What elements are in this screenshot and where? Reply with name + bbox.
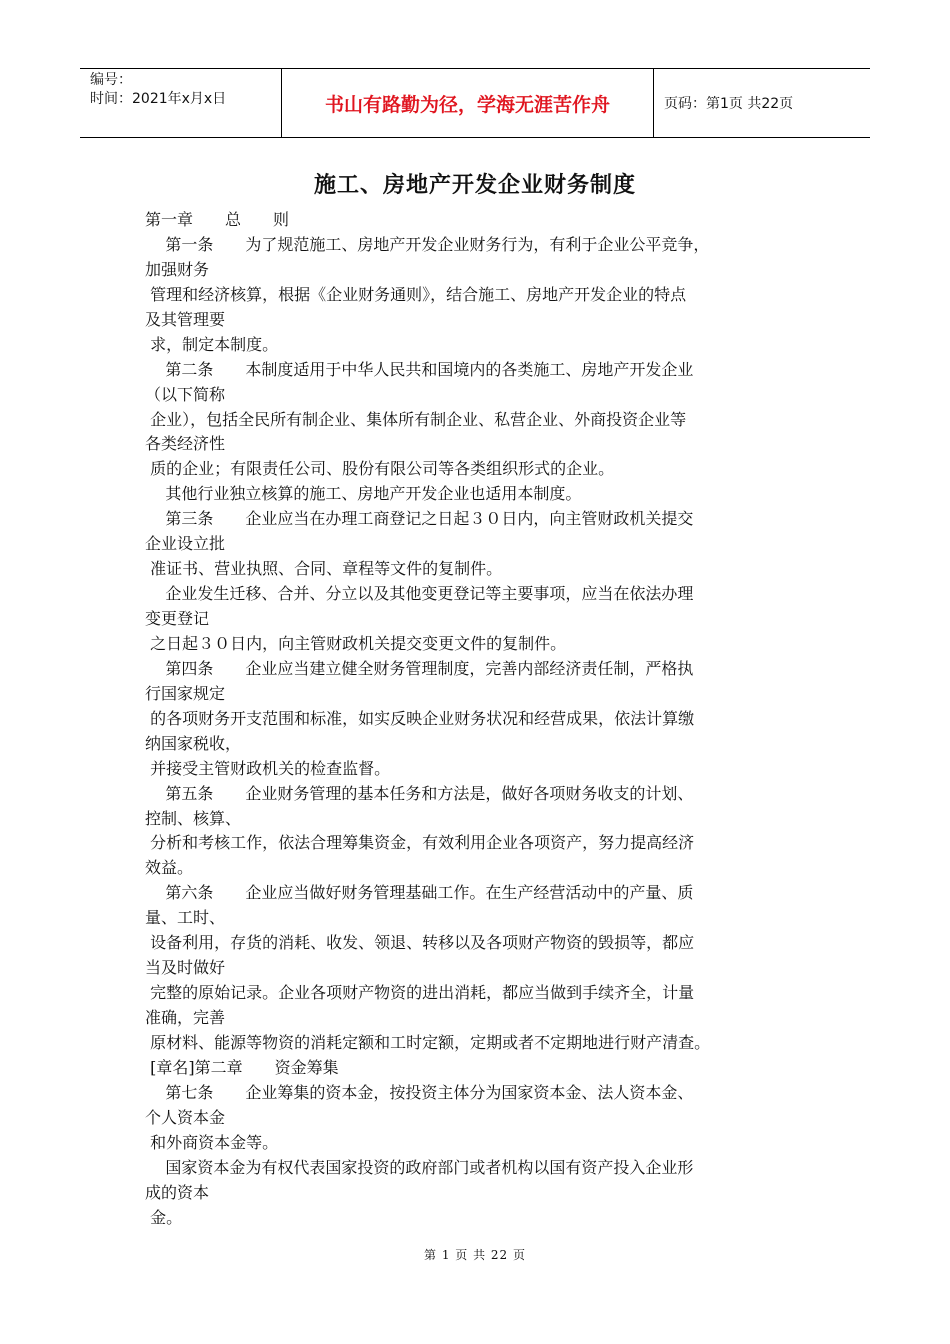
text-line: 第六条 企业应当做好财务管理基础工作。在生产经营活动中的产量、质 (145, 883, 694, 903)
text-line: 控制、核算、 (145, 808, 242, 828)
text-line: 其他行业独立核算的施工、房地产开发企业也适用本制度。 (145, 484, 582, 504)
text-line: 加强财务 (145, 259, 210, 279)
text-line: 企业设立批 (145, 534, 226, 554)
text-line: 个人资本金 (145, 1107, 226, 1127)
text-line: （以下简称 (145, 384, 226, 404)
text-line: 原材料、能源等物资的消耗定额和工时定额，定期或者不定期地进行财产清查。 (145, 1032, 711, 1052)
page-footer: 第 1 页 共 22 页 (424, 1248, 526, 1262)
text-line: 成的资本 (145, 1182, 210, 1202)
text-line: 第二条 本制度适用于中华人民共和国境内的各类施工、房地产开发企业 (145, 359, 694, 379)
text-line: [章名]第二章 资金筹集 (145, 1057, 339, 1077)
text-line: 求，制定本制度。 (145, 334, 279, 354)
text-line: 效益。 (145, 858, 194, 878)
text-line: 企业），包括全民所有制企业、集体所有制企业、私营企业、外商投资企业等 (145, 409, 687, 429)
text-line: 质的企业；有限责任公司、股份有限公司等各类组织形式的企业。 (145, 459, 615, 479)
text-line: 行国家规定 (145, 683, 226, 703)
header-page-info: 页码：第1页 共22页 (664, 96, 794, 112)
text-line: 第四条 企业应当建立健全财务管理制度，完善内部经济责任制，严格执 (145, 658, 694, 678)
text-line: 纳国家税收， (145, 733, 242, 753)
text-line: 管理和经济核算，根据《企业财务通则》，结合施工、房地产开发企业的特点 (145, 284, 687, 304)
text-line: 第一条 为了规范施工、房地产开发企业财务行为，有利于企业公平竞争， (145, 234, 710, 254)
time-label: 时间：2021年x月x日 (90, 91, 227, 107)
text-line: 量、工时、 (145, 908, 226, 928)
text-line: 设备利用，存货的消耗、收发、领退、转移以及各项财产物资的毁损等，都应 (145, 933, 695, 953)
text-line: 的各项财务开支范围和标准，如实反映企业财务状况和经营成果，依法计算缴 (145, 708, 695, 728)
text-line: 国家资本金为有权代表国家投资的政府部门或者机构以国有资产投入企业形 (145, 1157, 694, 1177)
text-line: 第三条 企业应当在办理工商登记之日起３０日内，向主管财政机关提交 (145, 509, 694, 529)
header-meta (80, 69, 282, 137)
text-line: 第五条 企业财务管理的基本任务和方法是，做好各项财务收支的计划、 (145, 783, 694, 803)
text-line: 之日起３０日内，向主管财政机关提交变更文件的复制件。 (145, 633, 567, 653)
text-line: 完整的原始记录。企业各项财产物资的进出消耗，都应当做到手续齐全，计量 (145, 983, 695, 1003)
text-line: 准确，完善 (145, 1008, 226, 1027)
text-line: 并接受主管财政机关的检查监督。 (145, 758, 391, 778)
header-motto: 书山有路勤为径，学海无涯苦作舟 (282, 69, 654, 137)
text-line: 第一章 总 则 (145, 210, 290, 229)
number-label: 编号： (90, 72, 132, 88)
text-line: 企业发生迁移、合并、分立以及其他变更登记等主要事项，应当在依法办理 (145, 584, 694, 604)
text-line: 分析和考核工作，依法合理筹集资金，有效利用企业各项资产，努力提高经济 (145, 833, 695, 853)
page-header (80, 68, 870, 138)
text-line: 第七条 企业筹集的资本金，按投资主体分为国家资本金、法人资本金、 (145, 1082, 694, 1102)
text-line: 金。 (145, 1207, 183, 1227)
text-line: 各类经济性 (145, 434, 226, 454)
text-line: 及其管理要 (145, 309, 226, 329)
text-line: 准证书、营业执照、合同、章程等文件的复制件。 (145, 559, 503, 579)
document-body (145, 208, 825, 1230)
text-line: 和外商资本金等。 (145, 1132, 279, 1152)
document-title: 施工、房地产开发企业财务制度 (313, 172, 636, 198)
text-line: 当及时做好 (145, 958, 226, 978)
text-line: 变更登记 (145, 609, 210, 628)
